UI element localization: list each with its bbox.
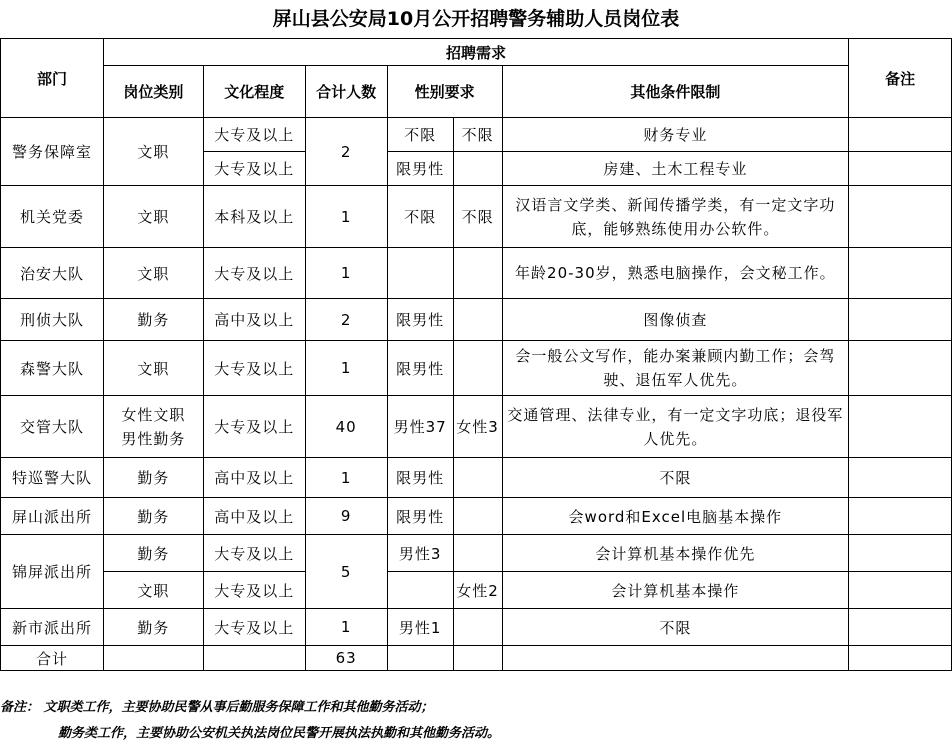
cell-gender-2 (453, 299, 502, 341)
cell-dept: 警务保障室 (1, 118, 104, 186)
cell-count: 1 (305, 248, 387, 299)
cell-gender-1: 限男性 (387, 498, 453, 535)
table-row (1, 396, 952, 458)
cell-education: 高中及以上 (203, 299, 305, 341)
cell-gender-1: 不限 (387, 118, 453, 152)
cell-category: 勤务 (103, 498, 203, 535)
cell-gender-1 (387, 572, 453, 609)
cell-category: 女性文职 男性勤务 (103, 396, 203, 458)
cell-education: 大专及以上 (203, 572, 305, 609)
cell-dept: 机关党委 (1, 186, 104, 248)
cell-category (103, 646, 203, 671)
table-row (1, 118, 952, 152)
cell-gender-2 (453, 535, 502, 572)
footnote-line-2: 勤务类工作，主要协助公安机关执法岗位民警开展执法执勤和其他勤务活动。 (58, 726, 501, 741)
total-label: 合计 (1, 646, 104, 671)
cell-education: 大专及以上 (203, 248, 305, 299)
cell-gender-1: 限男性 (387, 299, 453, 341)
cell-remark (849, 646, 952, 671)
cell-count: 2 (305, 299, 387, 341)
cell-gender-2 (453, 152, 502, 186)
cell-category: 文职 (103, 118, 203, 186)
cell-gender-2 (453, 248, 502, 299)
cell-remark (849, 396, 952, 458)
recruitment-table (0, 38, 952, 671)
footnote-line-1: 备注： 文职类工作，主要协助民警从事后勤服务保障工作和其他勤务活动； (0, 700, 434, 715)
table-row (1, 498, 952, 535)
cell-count: 5 (305, 535, 387, 609)
cell-education: 大专及以上 (203, 118, 305, 152)
cell-gender-2 (453, 646, 502, 671)
header-dept: 部门 (1, 39, 104, 118)
cell-dept: 特巡警大队 (1, 458, 104, 498)
cell-other: 交通管理、法律专业，有一定文字功底；退役军人优先。 (502, 396, 849, 458)
cell-gender-2: 女性2 (453, 572, 502, 609)
cell-category: 勤务 (103, 458, 203, 498)
cell-gender-1: 限男性 (387, 341, 453, 396)
cell-gender-2: 女性3 (453, 396, 502, 458)
header-count: 合计人数 (305, 66, 387, 118)
cell-dept: 新市派出所 (1, 609, 104, 646)
header-gender: 性别要求 (387, 66, 502, 118)
cell-gender-2 (453, 609, 502, 646)
cell-category: 文职 (103, 248, 203, 299)
total-count: 63 (305, 646, 387, 671)
cell-gender-1: 限男性 (387, 152, 453, 186)
cell-category: 勤务 (103, 609, 203, 646)
cell-dept: 交管大队 (1, 396, 104, 458)
cell-gender-2: 不限 (453, 186, 502, 248)
table-row (1, 299, 952, 341)
cell-education: 大专及以上 (203, 535, 305, 572)
cell-other: 会word和Excel电脑基本操作 (502, 498, 849, 535)
cell-dept: 森警大队 (1, 341, 104, 396)
cell-remark (849, 186, 952, 248)
cell-education: 高中及以上 (203, 458, 305, 498)
table-row (1, 458, 952, 498)
cell-other: 会计算机基本操作优先 (502, 535, 849, 572)
cell-other: 房建、土木工程专业 (502, 152, 849, 186)
cell-count: 1 (305, 186, 387, 248)
cell-remark (849, 118, 952, 152)
cell-count: 1 (305, 341, 387, 396)
cell-remark (849, 248, 952, 299)
table-row (1, 535, 952, 572)
cell-dept: 锦屏派出所 (1, 535, 104, 609)
table-row (1, 341, 952, 396)
table-row (1, 572, 952, 609)
cell-dept: 刑侦大队 (1, 299, 104, 341)
cell-education: 高中及以上 (203, 498, 305, 535)
cell-gender-1 (387, 248, 453, 299)
cell-remark (849, 458, 952, 498)
cell-education: 大专及以上 (203, 152, 305, 186)
cell-remark (849, 535, 952, 572)
cell-other: 汉语言文学类、新闻传播学类，有一定文字功底，能够熟练使用办公软件。 (502, 186, 849, 248)
cell-other: 财务专业 (502, 118, 849, 152)
cell-category: 文职 (103, 186, 203, 248)
cell-education: 大专及以上 (203, 609, 305, 646)
table-row (1, 248, 952, 299)
cell-count: 1 (305, 609, 387, 646)
cell-other: 不限 (502, 609, 849, 646)
cell-education: 大专及以上 (203, 341, 305, 396)
cell-gender-1: 男性1 (387, 609, 453, 646)
cell-other: 不限 (502, 458, 849, 498)
cell-gender-2 (453, 341, 502, 396)
cell-count: 1 (305, 458, 387, 498)
cell-remark (849, 609, 952, 646)
cell-remark (849, 572, 952, 609)
cell-gender-2: 不限 (453, 118, 502, 152)
table-row (1, 609, 952, 646)
header-education: 文化程度 (203, 66, 305, 118)
cell-education: 大专及以上 (203, 396, 305, 458)
cell-category: 文职 (103, 572, 203, 609)
cell-dept: 屏山派出所 (1, 498, 104, 535)
header-remark: 备注 (849, 39, 952, 118)
total-row (1, 646, 952, 671)
header-recruit: 招聘需求 (103, 39, 848, 66)
cell-gender-1: 不限 (387, 186, 453, 248)
cell-count: 2 (305, 118, 387, 186)
cell-remark (849, 341, 952, 396)
cell-gender-1: 男性37 (387, 396, 453, 458)
cell-remark (849, 299, 952, 341)
cell-education: 本科及以上 (203, 186, 305, 248)
table-row (1, 186, 952, 248)
cell-remark (849, 152, 952, 186)
cell-category: 文职 (103, 341, 203, 396)
cell-category: 勤务 (103, 535, 203, 572)
cell-other: 会计算机基本操作 (502, 572, 849, 609)
cell-category: 勤务 (103, 299, 203, 341)
cell-other: 会一般公文写作，能办案兼顾内勤工作；会驾驶、退伍军人优先。 (502, 341, 849, 396)
cell-other (502, 646, 849, 671)
cell-gender-1: 男性3 (387, 535, 453, 572)
cell-gender-2 (453, 498, 502, 535)
cell-gender-2 (453, 458, 502, 498)
cell-other: 图像侦查 (502, 299, 849, 341)
cell-gender-1: 限男性 (387, 458, 453, 498)
cell-count: 40 (305, 396, 387, 458)
header-other: 其他条件限制 (502, 66, 849, 118)
cell-education (203, 646, 305, 671)
cell-dept: 治安大队 (1, 248, 104, 299)
header-category: 岗位类别 (103, 66, 203, 118)
cell-remark (849, 498, 952, 535)
page-title: 屏山县公安局10月公开招聘警务辅助人员岗位表 (272, 8, 680, 30)
cell-other: 年龄20-30岁，熟悉电脑操作，会文秘工作。 (502, 248, 849, 299)
cell-gender-1 (387, 646, 453, 671)
cell-count: 9 (305, 498, 387, 535)
